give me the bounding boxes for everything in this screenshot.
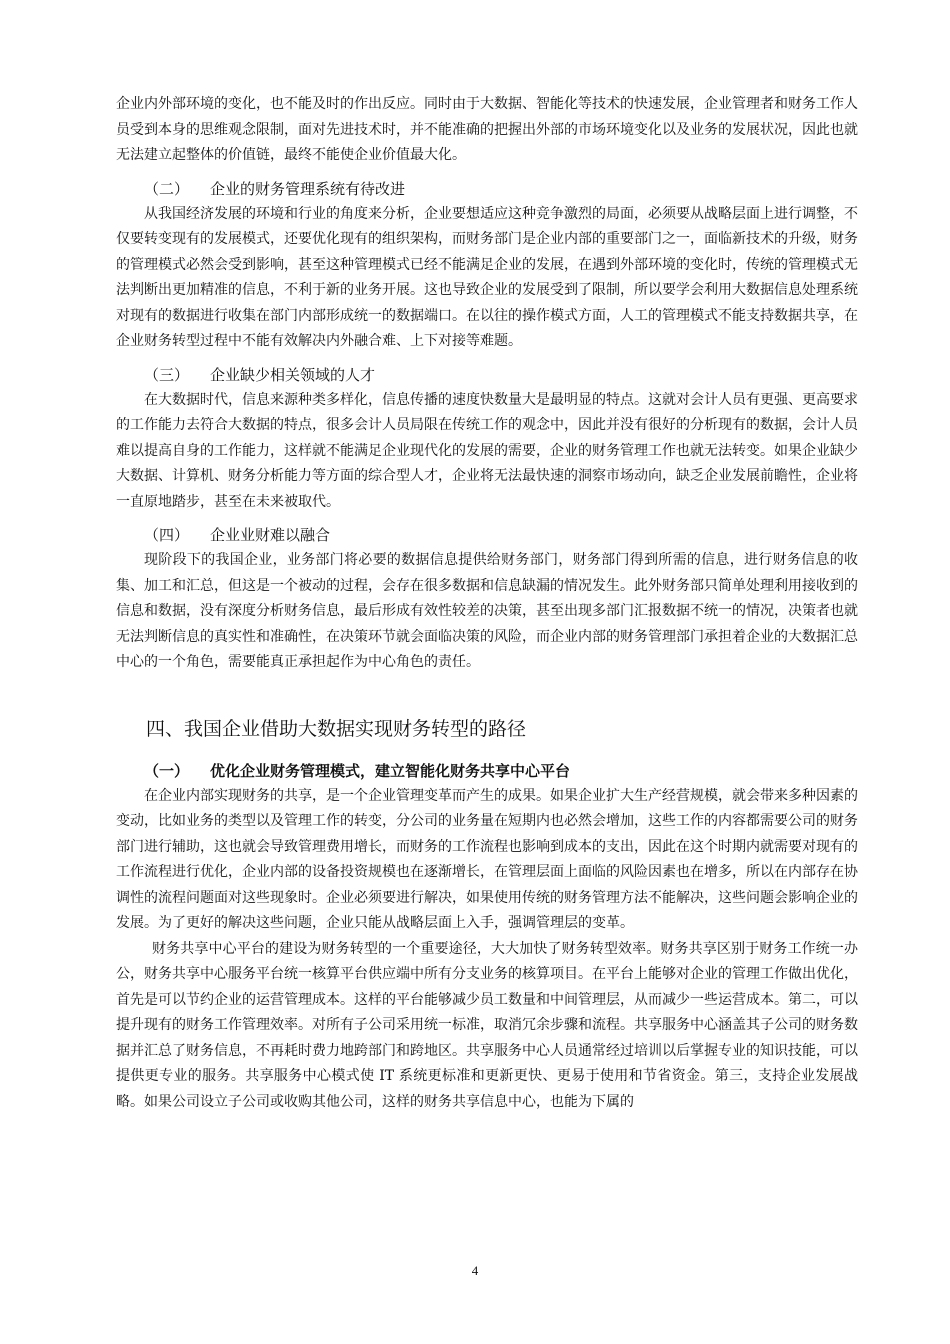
section-paragraph: 从我国经济发展的环境和行业的角度来分析，企业要想适应这种竞争激烈的局面，必须要从战略层面上进行调整，不仅要转变现有的发展模式，还要优化现有的组织架构，而财务部门是企业内部的重要部门之一，面临新技术的升级，财务的管理模式必然会受到影响，甚至这种管理模式已经不能满足企业的发展，在遇到外部环境的变化时，传统的管理模式无法判断出更加精准的信息，不利于新的业务开展。这也导致企业的发展受到了限制，所以要学会利用大数据信息处理系统对现有的数据进行收集在部门内部形成统一的数据端口。在以往的操作模式方面，人工的管理模式不能支持数据共享，在企业财务转型过程中不能有效解决内外融合难、上下对接等难题。 xyxy=(116,205,858,349)
intro-paragraph: 企业内外部环境的变化，也不能及时的作出反应。同时由于大数据、智能化等技术的快速发展，企业管理者和财务工作人员受到本身的思维观念限制，面对先进技术时，并不能准确的把握出外部的市场环境变化以及业务的发展状况，因此也就无法建立起整体的价值链，最终不能使企业价值最大化。 xyxy=(116,96,858,163)
section-title: 企业的财务管理系统有待改进 xyxy=(210,179,406,198)
section-heading xyxy=(116,522,858,548)
subsection-number: （一） xyxy=(144,761,190,780)
page-body xyxy=(116,92,858,1115)
subsection-heading xyxy=(116,758,858,784)
section-number: （三） xyxy=(144,365,190,384)
section-heading xyxy=(116,362,858,388)
section-2 xyxy=(116,176,858,355)
chapter-heading: 四、我国企业借助大数据实现财务转型的路径 xyxy=(146,717,527,740)
subsection-paragraph-1: 在企业内部实现财务的共享，是一个企业管理变革而产生的成果。如果企业扩大生产经营规模，就会带来多种因素的变动，比如业务的类型以及管理工作的转变，分公司的业务量在短期内也必然会增加，这些工作的内容都需要公司的财务部门进行辅助，这也就会导致管理费用增长，而财务的工作流程也影响到成本的支出，因此在这个时期内就需要对现有的工作流程进行优化，企业内部的设备投资规模也在逐渐增长，在管理层面上面临的风险因素也在增多，所以在内部存在协调性的流程问题面对这些现象时。企业必须要进行解决，如果使用传统的财务管理方法不能解决，这些问题会影响企业的发展。为了更好的解决这些问题，企业只能从战略层面上入手，强调管理层的变革。 xyxy=(116,787,858,931)
chapter-subsection-1 xyxy=(116,758,858,1116)
section-title: 企业业财难以融合 xyxy=(210,526,331,544)
subsection-paragraph-2: 财务共享中心平台的建设为财务转型的一个重要途径，大大加快了财务转型效率。财务共享区别于财务工作统一办公，财务共享中心服务平台统一核算平台供应端中所有分支业务的核算项目。在平台上能够对企业的管理工作做出优化，首先是可以节约企业的运营管理成本。这样的平台能够减少员工数量和中间管理层，从而减少一些运营成本。第二，可以提升现有的财务工作管理效率。对所有子公司采用统一标准，取消冗余步骤和流程。共享服务中心涵盖其子公司的财务数据并汇总了财务信息，不再耗时费力地跨部门和跨地区。共享服务中心人员通常经过培训以后掌握专业的知识技能，可以提供更专业的服务。共享服务中心模式使 IT 系统更标准和更新更快、更易于使用和节省资金。第三，支持企业发展战略。如果公司设立子公司或收购其他公司，这样的财务共享信息中心，也能为下属的 xyxy=(116,940,858,1110)
section-paragraph: 在大数据时代，信息来源种类多样化，信息传播的速度快数量大是最明显的特点。这就对会计人员有更强、更高要求的工作能力去符合大数据的特点，很多会计人员局限在传统工作的观念中，因此并没有很好的分析现有的数据，会计人员难以提高自身的工作能力，这样就不能满足企业现代化的发展的需要，企业的财务管理工作也就无法转变。如果企业缺少大数据、计算机、财务分析能力等方面的综合型人才，企业将无法最快速的洞察市场动向，缺乏企业发展前瞻性，企业将一直原地踏步，甚至在未来被取代。 xyxy=(116,391,858,510)
section-heading xyxy=(116,176,858,202)
subsection-title: 优化企业财务管理模式，建立智能化财务共享中心平台 xyxy=(210,761,571,780)
section-title: 企业缺少相关领域的人才 xyxy=(210,365,376,384)
section-4 xyxy=(116,522,858,676)
section-paragraph: 现阶段下的我国企业，业务部门将必要的数据信息提供给财务部门，财务部门得到所需的信息，进行财务信息的收集、加工和汇总，但这是一个被动的过程，会存在很多数据和信息缺漏的情况发生。此外财务部只简单处理利用接收到的信息和数据，没有深度分析财务信息，最后形成有效性较差的决策，甚至出现多部门汇报数据不统一的情况，决策者也就无法判断信息的真实性和准确性，在决策环节就会面临决策的风险，而企业内部的财务管理部门承担着企业的大数据汇总中心的一个角色，需要能真正承担起作为中心角色的责任。 xyxy=(116,552,858,670)
page-number: 4 xyxy=(471,1263,479,1278)
section-number: （四） xyxy=(144,526,190,544)
section-number: （二） xyxy=(144,179,190,198)
section-3 xyxy=(116,362,858,516)
